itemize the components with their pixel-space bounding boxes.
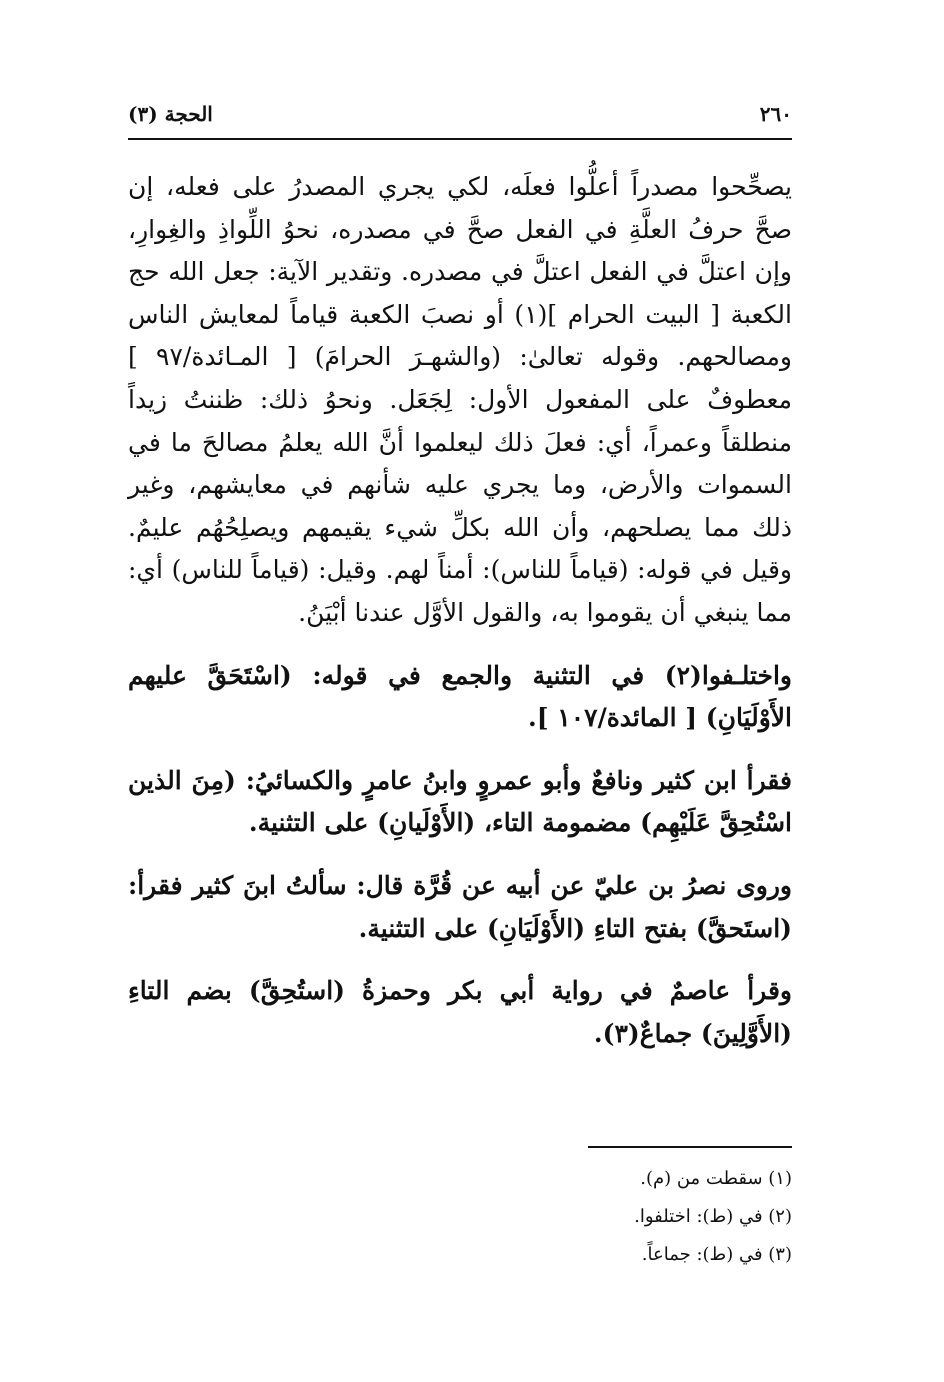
body-paragraph-3: فقرأ ابن كثير ونافعٌ وأبو عمروٍ وابنُ عامرٍ والكسائيُ: (مِنَ الذين اسْتُحِقَّ عَلَيْهِم) مضمومة التاء، (الأَوْلَيانِ) على التثنية. <box>128 765 792 838</box>
body-paragraph-1: يصحِّحوا مصدراً أعلُّوا فعلَه، لكي يجري المصدرُ على فعله، إن صحَّ حرفُ العلَّةِ في الفعل صحَّ في مصدره، نحوُ اللِّواذِ والغِوارِ، وإن اعتلَّ في الفعل اعتلَّ في مصدره. وتقدير الآية: جعل الله حج الكعبة [ البيت الحرام ](١) أو نصبَ الكعبة قياماً لمعايش الناس ومصالحهم. وقوله تعالىٰ: (والشهـرَ الحرامَ) [ المـائدة/٩٧ ] معطوفٌ على المفعول الأول: لِجَعَل. ونحوُ ذلك: ظننتُ زيداً منطلقاً وعمراً، أي: فعلَ ذلك ليعلموا أنَّ الله يعلمُ مصالحَ ما في السموات والأرض، وما يجري عليه شأنهم في معايشهم، وغير ذلك مما يصلحهم، وأن الله بكلِّ شيء يقيمهم ويصلِحُهُم عليمٌ. وقيل في قوله: (قياماً للناس): أمناً لهم. وقيل: (قياماً للناس) أي: مما ينبغي أن يقوموا به، والقول الأوَّل عندنا أبْيَنُ. <box>128 172 792 627</box>
page-header <box>128 100 792 136</box>
body-paragraph-4: وروى نصرُ بن عليّ عن أبيه عن قُرَّة قال: سألتُ ابنَ كثير فقرأ: (استَحقَّ) بفتح التاءِ (الأَوْلَيَانِ) على التثنية. <box>128 870 792 943</box>
footnote-rule <box>588 1146 792 1148</box>
body-paragraph-2: واختلـفوا(٢) في التثنية والجمع في قوله: (اسْتَحَقَّ عليهم الأَوْلَيَانِ) [ المائدة/١٠٧ ]. <box>128 660 792 733</box>
footnote-1: (١) سقطت من (م). <box>640 1168 792 1189</box>
page-body <box>128 166 792 1055</box>
running-title: الحجة (٣) <box>128 102 213 126</box>
body-paragraph-5: وقرأ عاصمٌ في رواية أبي بكر وحمزةُ (استُحِقَّ) بضم التاءِ (الأَوَّلِينَ) جماعٌ(٣). <box>128 976 792 1048</box>
page-number: ٢٦٠ <box>759 102 792 126</box>
header-rule <box>128 138 792 140</box>
footnote-2: (٢) في (ط): اختلفوا. <box>634 1206 792 1227</box>
footnote-3: (٣) في (ط): جماعاً. <box>641 1244 792 1265</box>
footnotes <box>128 1160 792 1274</box>
